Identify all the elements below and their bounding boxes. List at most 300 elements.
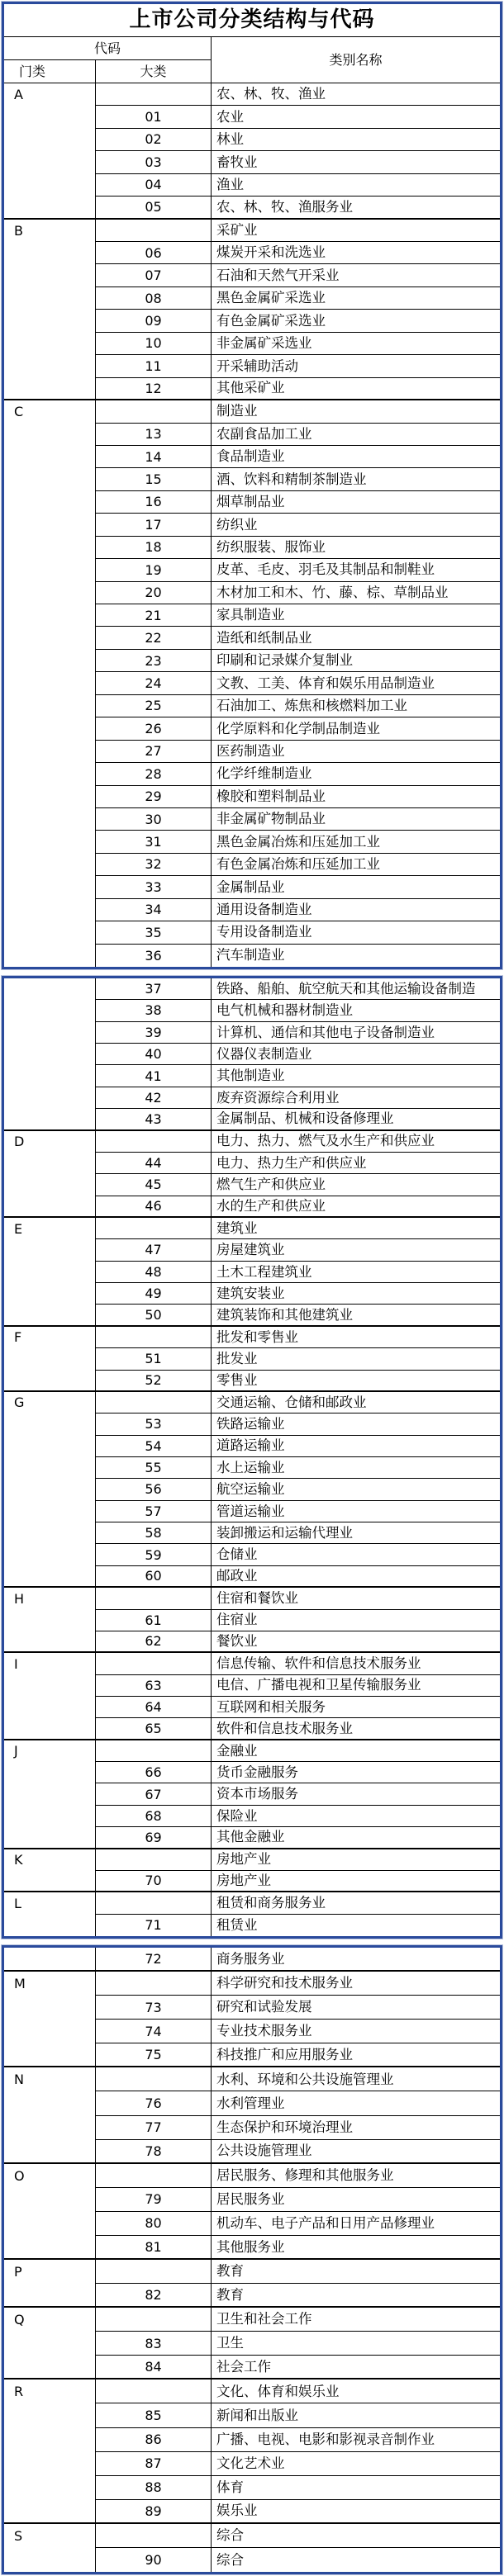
category-name-cell: 农业 bbox=[212, 106, 500, 128]
section-cell bbox=[4, 2428, 96, 2452]
section-cell bbox=[4, 876, 96, 898]
category-name-cell: 资本市场服务 bbox=[212, 1783, 500, 1805]
section-letter: N bbox=[14, 2072, 24, 2088]
category-name-cell: 黑色金属矿采选业 bbox=[212, 287, 500, 310]
division-code-cell bbox=[96, 1740, 212, 1762]
section-cell bbox=[4, 2524, 96, 2548]
division-code-cell bbox=[96, 2164, 212, 2188]
category-name-cell: 金属制品业 bbox=[212, 876, 500, 898]
category-name-cell: 管道运输业 bbox=[212, 1501, 500, 1522]
category-name-cell: 房地产业 bbox=[212, 1849, 500, 1871]
category-name-cell: 批发业 bbox=[212, 1348, 500, 1370]
section-cell bbox=[4, 151, 96, 173]
category-name-cell: 其他制造业 bbox=[212, 1065, 500, 1087]
category-name-cell: 体育 bbox=[212, 2476, 500, 2500]
section-cell bbox=[4, 1871, 96, 1892]
section-cell bbox=[4, 786, 96, 808]
division-code-cell: 46 bbox=[96, 1196, 212, 1218]
division-code-cell: 18 bbox=[96, 537, 212, 559]
category-name-cell: 家具制造业 bbox=[212, 604, 500, 627]
division-code-cell: 76 bbox=[96, 2091, 212, 2115]
division-code-cell: 55 bbox=[96, 1457, 212, 1479]
category-name-cell: 农、林、牧、渔业 bbox=[212, 83, 500, 106]
section-letter: P bbox=[14, 2263, 22, 2280]
division-code-cell: 78 bbox=[96, 2140, 212, 2164]
category-name-cell: 卫生和社会工作 bbox=[212, 2308, 500, 2332]
category-name-cell: 造纸和纸制品业 bbox=[212, 627, 500, 649]
category-name-cell: 互联网和相关服务 bbox=[212, 1697, 500, 1718]
division-code-cell: 17 bbox=[96, 514, 212, 536]
section-cell bbox=[4, 1544, 96, 1565]
division-code-cell bbox=[96, 1972, 212, 1996]
section-cell bbox=[4, 2020, 96, 2043]
division-code-cell: 74 bbox=[96, 2020, 212, 2043]
category-name-cell: 铁路运输业 bbox=[212, 1413, 500, 1435]
category-name-cell: 研究和试验发展 bbox=[212, 1996, 500, 2020]
division-code-cell: 33 bbox=[96, 876, 212, 898]
section-letter: Q bbox=[14, 2312, 25, 2328]
division-code-cell bbox=[96, 1849, 212, 1871]
section-cell bbox=[4, 1522, 96, 1544]
division-code-cell bbox=[96, 1653, 212, 1674]
category-name-cell: 非金属矿物制品业 bbox=[212, 808, 500, 831]
division-code-cell: 62 bbox=[96, 1631, 212, 1653]
category-name-cell: 燃气生产和供应业 bbox=[212, 1174, 500, 1196]
section-cell bbox=[4, 1457, 96, 1479]
section-letter: B bbox=[14, 222, 23, 239]
category-name-cell: 水利管理业 bbox=[212, 2091, 500, 2115]
section-cell bbox=[4, 2188, 96, 2212]
section-cell bbox=[4, 264, 96, 286]
division-code-cell: 64 bbox=[96, 1697, 212, 1718]
category-name-cell: 房屋建筑业 bbox=[212, 1239, 500, 1261]
division-code-cell: 31 bbox=[96, 831, 212, 853]
category-name-cell: 交通运输、仓储和邮政业 bbox=[212, 1392, 500, 1413]
division-code-cell: 03 bbox=[96, 151, 212, 173]
division-code-cell: 13 bbox=[96, 424, 212, 446]
section-cell bbox=[4, 2403, 96, 2427]
category-name-cell: 居民服务业 bbox=[212, 2188, 500, 2212]
category-name-cell: 电力、热力生产和供应业 bbox=[212, 1153, 500, 1174]
section-cell bbox=[4, 2236, 96, 2260]
division-code-cell bbox=[96, 1327, 212, 1348]
section-cell bbox=[4, 2332, 96, 2356]
category-name-cell: 专用设备制造业 bbox=[212, 921, 500, 944]
division-code-cell: 63 bbox=[96, 1675, 212, 1697]
section-cell bbox=[4, 174, 96, 197]
section-cell bbox=[4, 1348, 96, 1370]
division-code-cell: 38 bbox=[96, 1000, 212, 1021]
header-category-name: 类别名称 bbox=[212, 37, 500, 83]
category-name-cell: 其他金融业 bbox=[212, 1827, 500, 1849]
division-code-cell bbox=[96, 1218, 212, 1239]
section-cell bbox=[4, 537, 96, 559]
category-name-cell: 综合 bbox=[212, 2524, 500, 2548]
category-name-cell: 计算机、通信和其他电子设备制造业 bbox=[212, 1022, 500, 1044]
division-code-cell: 09 bbox=[96, 310, 212, 332]
division-code-cell: 82 bbox=[96, 2284, 212, 2308]
section-cell bbox=[4, 1948, 96, 1972]
section-cell bbox=[4, 1000, 96, 1021]
category-name-cell: 汽车制造业 bbox=[216, 947, 285, 964]
category-name-cell: 教育 bbox=[212, 2284, 500, 2308]
category-name-cell: 货币金融服务 bbox=[212, 1762, 500, 1783]
division-code-cell: 81 bbox=[96, 2236, 212, 2260]
category-name-cell: 租赁业 bbox=[216, 1916, 258, 1933]
category-name-cell: 农副食品加工业 bbox=[212, 424, 500, 446]
section-letter: A bbox=[14, 87, 23, 103]
division-code-cell: 40 bbox=[96, 1044, 212, 1065]
section-cell bbox=[4, 763, 96, 785]
section-cell bbox=[4, 2356, 96, 2379]
category-name-cell: 电信、广播电视和卫星传输服务业 bbox=[212, 1675, 500, 1697]
section-cell bbox=[4, 808, 96, 831]
section-cell bbox=[4, 650, 96, 672]
section-cell bbox=[4, 2452, 96, 2476]
division-code-cell: 61 bbox=[96, 1610, 212, 1631]
section-cell bbox=[4, 1762, 96, 1783]
division-code-cell: 88 bbox=[96, 2476, 212, 2500]
category-name-cell: 建筑安装业 bbox=[212, 1283, 500, 1305]
division-code-cell: 02 bbox=[96, 129, 212, 151]
category-name-cell: 装卸搬运和运输代理业 bbox=[212, 1522, 500, 1544]
division-code-cell: 19 bbox=[96, 559, 212, 581]
section-cell bbox=[4, 1915, 96, 1936]
section-cell bbox=[4, 514, 96, 536]
category-name-cell: 商务服务业 bbox=[212, 1948, 500, 1972]
division-code-cell bbox=[96, 1588, 212, 1609]
category-name-cell: 仪器仪表制造业 bbox=[212, 1044, 500, 1065]
table-panel bbox=[2, 1945, 502, 2574]
section-cell bbox=[4, 1196, 96, 1218]
category-name-cell: 畜牧业 bbox=[212, 151, 500, 173]
division-code-cell: 86 bbox=[96, 2428, 212, 2452]
division-code-cell: 32 bbox=[96, 854, 212, 876]
section-cell bbox=[4, 1022, 96, 1044]
division-code-cell: 89 bbox=[96, 2500, 212, 2524]
division-code-cell bbox=[96, 2524, 212, 2548]
category-name-cell: 医药制造业 bbox=[212, 741, 500, 763]
division-code-cell: 58 bbox=[96, 1522, 212, 1544]
category-name-cell: 橡胶和塑料制品业 bbox=[212, 786, 500, 808]
category-name-cell: 铁路、船舶、航空航天和其他运输设备制造 bbox=[212, 978, 500, 1000]
category-name-cell: 邮政业 bbox=[212, 1566, 500, 1588]
category-name-cell: 新闻和出版业 bbox=[212, 2403, 500, 2427]
division-code-cell: 53 bbox=[96, 1413, 212, 1435]
category-name-cell: 租赁和商务服务业 bbox=[212, 1892, 500, 1914]
classification-table bbox=[4, 4, 500, 967]
section-cell bbox=[4, 921, 96, 944]
section-cell bbox=[4, 604, 96, 627]
division-code-cell: 21 bbox=[96, 604, 212, 627]
category-name-cell: 仓储业 bbox=[212, 1544, 500, 1565]
classification-table bbox=[4, 978, 500, 1936]
division-code-cell: 72 bbox=[96, 1948, 212, 1972]
section-cell bbox=[4, 1392, 96, 1413]
section-letter: J bbox=[14, 1743, 18, 1759]
section-cell bbox=[4, 2476, 96, 2500]
section-cell bbox=[4, 1697, 96, 1718]
division-code-cell: 66 bbox=[96, 1762, 212, 1783]
section-cell bbox=[4, 831, 96, 853]
section-cell bbox=[4, 2043, 96, 2067]
category-name-cell: 机动车、电子产品和日用产品修理业 bbox=[212, 2212, 500, 2236]
division-code-cell: 14 bbox=[96, 446, 212, 468]
section-cell bbox=[4, 741, 96, 763]
division-code-cell bbox=[96, 2308, 212, 2332]
section-cell bbox=[4, 333, 96, 355]
section-cell bbox=[4, 1827, 96, 1849]
division-code-cell: 39 bbox=[96, 1022, 212, 1044]
section-cell bbox=[4, 1849, 96, 1871]
division-code-cell: 36 bbox=[96, 945, 212, 967]
division-code-cell bbox=[96, 400, 212, 423]
section-letter: O bbox=[14, 2167, 25, 2184]
category-name-cell: 土木工程建筑业 bbox=[212, 1262, 500, 1283]
division-code-cell: 47 bbox=[96, 1239, 212, 1261]
section-letter: G bbox=[14, 1395, 25, 1411]
section-letter: S bbox=[14, 2527, 23, 2544]
division-code-cell: 67 bbox=[96, 1783, 212, 1805]
division-code-cell: 44 bbox=[96, 1153, 212, 1174]
category-name-cell: 卫生 bbox=[212, 2332, 500, 2356]
division-code-cell: 06 bbox=[96, 242, 212, 264]
division-code-cell: 41 bbox=[96, 1065, 212, 1087]
division-code-cell: 87 bbox=[96, 2452, 212, 2476]
category-name-cell: 开采辅助活动 bbox=[212, 355, 500, 377]
section-letter: C bbox=[14, 404, 24, 420]
division-code-cell: 49 bbox=[96, 1283, 212, 1305]
section-cell bbox=[4, 559, 96, 581]
section-cell bbox=[4, 1783, 96, 1805]
division-code-cell: 28 bbox=[96, 763, 212, 785]
division-code-cell: 04 bbox=[96, 174, 212, 197]
section-cell bbox=[4, 400, 96, 423]
section-cell bbox=[4, 468, 96, 490]
section-cell bbox=[4, 1131, 96, 1153]
category-name-cell: 科技推广和应用服务业 bbox=[212, 2043, 500, 2067]
section-letter: E bbox=[14, 1220, 23, 1237]
category-name-cell: 废弃资源综合利用业 bbox=[212, 1087, 500, 1109]
category-name-cell: 公共设施管理业 bbox=[212, 2140, 500, 2164]
category-name-cell: 其他采矿业 bbox=[212, 378, 500, 400]
section-cell bbox=[4, 1653, 96, 1674]
category-name-cell: 专业技术服务业 bbox=[212, 2020, 500, 2043]
section-cell bbox=[4, 1065, 96, 1087]
category-name-cell: 煤炭开采和洗选业 bbox=[212, 242, 500, 264]
section-cell bbox=[4, 355, 96, 377]
division-code-cell: 70 bbox=[96, 1871, 212, 1892]
section-cell bbox=[4, 1892, 96, 1914]
section-cell bbox=[4, 2091, 96, 2115]
section-cell bbox=[4, 2260, 96, 2284]
section-cell bbox=[4, 1283, 96, 1305]
division-code-cell bbox=[96, 1131, 212, 1153]
division-code-cell: 12 bbox=[96, 378, 212, 400]
section-cell bbox=[4, 1501, 96, 1522]
division-code-cell bbox=[96, 1392, 212, 1413]
division-code-cell: 35 bbox=[96, 921, 212, 944]
category-name-cell: 食品制造业 bbox=[212, 446, 500, 468]
section-cell bbox=[4, 1305, 96, 1326]
category-name-cell: 石油和天然气开采业 bbox=[212, 264, 500, 286]
category-name-cell: 房地产业 bbox=[212, 1871, 500, 1892]
section-cell bbox=[4, 1174, 96, 1196]
section-cell bbox=[4, 1566, 96, 1588]
category-name-cell: 水上运输业 bbox=[212, 1457, 500, 1479]
category-name-cell: 信息传输、软件和信息技术服务业 bbox=[212, 1653, 500, 1674]
category-name-cell: 石油加工、炼焦和核燃料加工业 bbox=[212, 695, 500, 717]
section-cell bbox=[4, 1675, 96, 1697]
category-name-cell: 居民服务、修理和其他服务业 bbox=[212, 2164, 500, 2188]
section-cell bbox=[4, 287, 96, 310]
division-code-cell: 34 bbox=[96, 899, 212, 921]
division-code-cell: 56 bbox=[96, 1479, 212, 1500]
category-name-cell: 非金属矿采选业 bbox=[212, 333, 500, 355]
section-cell bbox=[4, 378, 96, 400]
section-cell bbox=[4, 1972, 96, 1996]
division-code-cell bbox=[96, 2379, 212, 2403]
section-cell bbox=[4, 2500, 96, 2524]
header-code: 代码 bbox=[4, 37, 212, 60]
section-cell bbox=[4, 627, 96, 649]
division-code-cell: 83 bbox=[96, 2332, 212, 2356]
division-code-cell: 26 bbox=[96, 717, 212, 740]
section-cell bbox=[4, 1718, 96, 1740]
section-cell bbox=[4, 491, 96, 514]
division-code-cell: 27 bbox=[96, 741, 212, 763]
section-cell bbox=[4, 717, 96, 740]
category-name-cell: 渔业 bbox=[212, 174, 500, 197]
division-code-cell: 37 bbox=[96, 978, 212, 1000]
category-name-cell: 文化、体育和娱乐业 bbox=[212, 2379, 500, 2403]
division-code-cell: 57 bbox=[96, 1501, 212, 1522]
section-cell bbox=[4, 106, 96, 128]
category-name-cell: 有色金属矿采选业 bbox=[212, 310, 500, 332]
division-code-cell: 42 bbox=[96, 1087, 212, 1109]
division-code-cell bbox=[96, 2260, 212, 2284]
division-code-cell: 65 bbox=[96, 1718, 212, 1740]
section-cell bbox=[4, 1371, 96, 1392]
division-code-cell bbox=[96, 2067, 212, 2091]
section-cell bbox=[4, 197, 96, 219]
section-cell bbox=[4, 1631, 96, 1653]
section-cell bbox=[4, 1044, 96, 1065]
division-code-cell bbox=[96, 1892, 212, 1914]
division-code-cell: 80 bbox=[96, 2212, 212, 2236]
section-letter: F bbox=[14, 1329, 22, 1346]
category-name-cell: 教育 bbox=[212, 2260, 500, 2284]
section-cell bbox=[4, 1588, 96, 1609]
section-cell bbox=[4, 83, 96, 106]
division-code-cell: 50 bbox=[96, 1305, 212, 1326]
category-name-cell: 电力、热力、燃气及水生产和供应业 bbox=[212, 1131, 500, 1153]
section-cell bbox=[4, 1218, 96, 1239]
category-name-cell: 通用设备制造业 bbox=[212, 899, 500, 921]
division-code-cell: 68 bbox=[96, 1806, 212, 1827]
category-name-cell: 有色金属冶炼和压延加工业 bbox=[212, 854, 500, 876]
division-code-cell: 10 bbox=[96, 333, 212, 355]
section-cell bbox=[4, 446, 96, 468]
table-panel bbox=[2, 976, 502, 1939]
section-cell bbox=[4, 1109, 96, 1130]
category-name-cell: 皮革、毛皮、羽毛及其制品和制鞋业 bbox=[212, 559, 500, 581]
page-title: 上市公司分类结构与代码 bbox=[4, 4, 500, 37]
category-name-cell: 零售业 bbox=[212, 1371, 500, 1392]
division-code-cell: 43 bbox=[96, 1109, 212, 1130]
category-name-cell: 木材加工和木、竹、藤、棕、草制品业 bbox=[212, 582, 500, 604]
division-code-cell: 51 bbox=[96, 1348, 212, 1370]
section-cell bbox=[4, 899, 96, 921]
category-name-cell: 文教、工美、体育和娱乐用品制造业 bbox=[212, 672, 500, 694]
category-name-cell: 生态保护和环境治理业 bbox=[212, 2116, 500, 2140]
section-cell bbox=[4, 424, 96, 446]
section-cell bbox=[4, 978, 96, 1000]
section-cell bbox=[4, 1327, 96, 1348]
section-cell bbox=[4, 582, 96, 604]
category-name-cell: 批发和零售业 bbox=[212, 1327, 500, 1348]
section-cell bbox=[4, 129, 96, 151]
category-name-cell: 餐饮业 bbox=[212, 1631, 500, 1653]
section-cell bbox=[4, 2379, 96, 2403]
category-name-cell: 纺织业 bbox=[212, 514, 500, 536]
section-letter: H bbox=[14, 1590, 25, 1607]
division-code-cell: 11 bbox=[96, 355, 212, 377]
section-cell bbox=[4, 2212, 96, 2236]
division-code-cell: 16 bbox=[96, 491, 212, 514]
category-name-cell: 综合 bbox=[216, 2551, 244, 2568]
division-code-cell: 85 bbox=[96, 2403, 212, 2427]
section-cell bbox=[4, 854, 96, 876]
section-cell bbox=[4, 220, 96, 242]
category-name-cell: 航空运输业 bbox=[212, 1479, 500, 1500]
section-cell bbox=[4, 1996, 96, 2020]
category-name-cell: 住宿业 bbox=[212, 1610, 500, 1631]
header-section: 门类 bbox=[4, 60, 96, 83]
division-code-cell: 77 bbox=[96, 2116, 212, 2140]
category-name-cell: 软件和信息技术服务业 bbox=[212, 1718, 500, 1740]
division-code-cell: 20 bbox=[96, 582, 212, 604]
section-cell bbox=[4, 2164, 96, 2188]
section-cell bbox=[4, 1806, 96, 1827]
category-name-cell: 制造业 bbox=[212, 400, 500, 423]
classification-table bbox=[4, 1948, 500, 2572]
division-code-cell: 05 bbox=[96, 197, 212, 219]
category-name-cell: 社会工作 bbox=[212, 2356, 500, 2379]
division-code-cell bbox=[96, 220, 212, 242]
division-code-cell: 52 bbox=[96, 1371, 212, 1392]
division-code-cell: 84 bbox=[96, 2356, 212, 2379]
division-code-cell: 08 bbox=[96, 287, 212, 310]
category-name-cell: 化学原料和化学制品制造业 bbox=[212, 717, 500, 740]
category-name-cell: 黑色金属冶炼和压延加工业 bbox=[212, 831, 500, 853]
division-code-cell: 60 bbox=[96, 1566, 212, 1588]
section-letter: M bbox=[14, 1976, 26, 1991]
division-code-cell: 75 bbox=[96, 2043, 212, 2067]
division-code-cell: 15 bbox=[96, 468, 212, 490]
division-code-cell: 71 bbox=[96, 1915, 212, 1936]
division-code-cell: 45 bbox=[96, 1174, 212, 1196]
section-cell bbox=[4, 1153, 96, 1174]
category-name-cell: 水的生产和供应业 bbox=[212, 1196, 500, 1218]
category-name-cell: 烟草制品业 bbox=[212, 491, 500, 514]
category-name-cell: 建筑装饰和其他建筑业 bbox=[212, 1305, 500, 1326]
category-name-cell: 水利、环境和公共设施管理业 bbox=[212, 2067, 500, 2091]
category-name-cell: 化学纤维制造业 bbox=[212, 763, 500, 785]
section-cell bbox=[4, 2308, 96, 2332]
section-cell bbox=[4, 1262, 96, 1283]
section-cell bbox=[4, 1740, 96, 1762]
